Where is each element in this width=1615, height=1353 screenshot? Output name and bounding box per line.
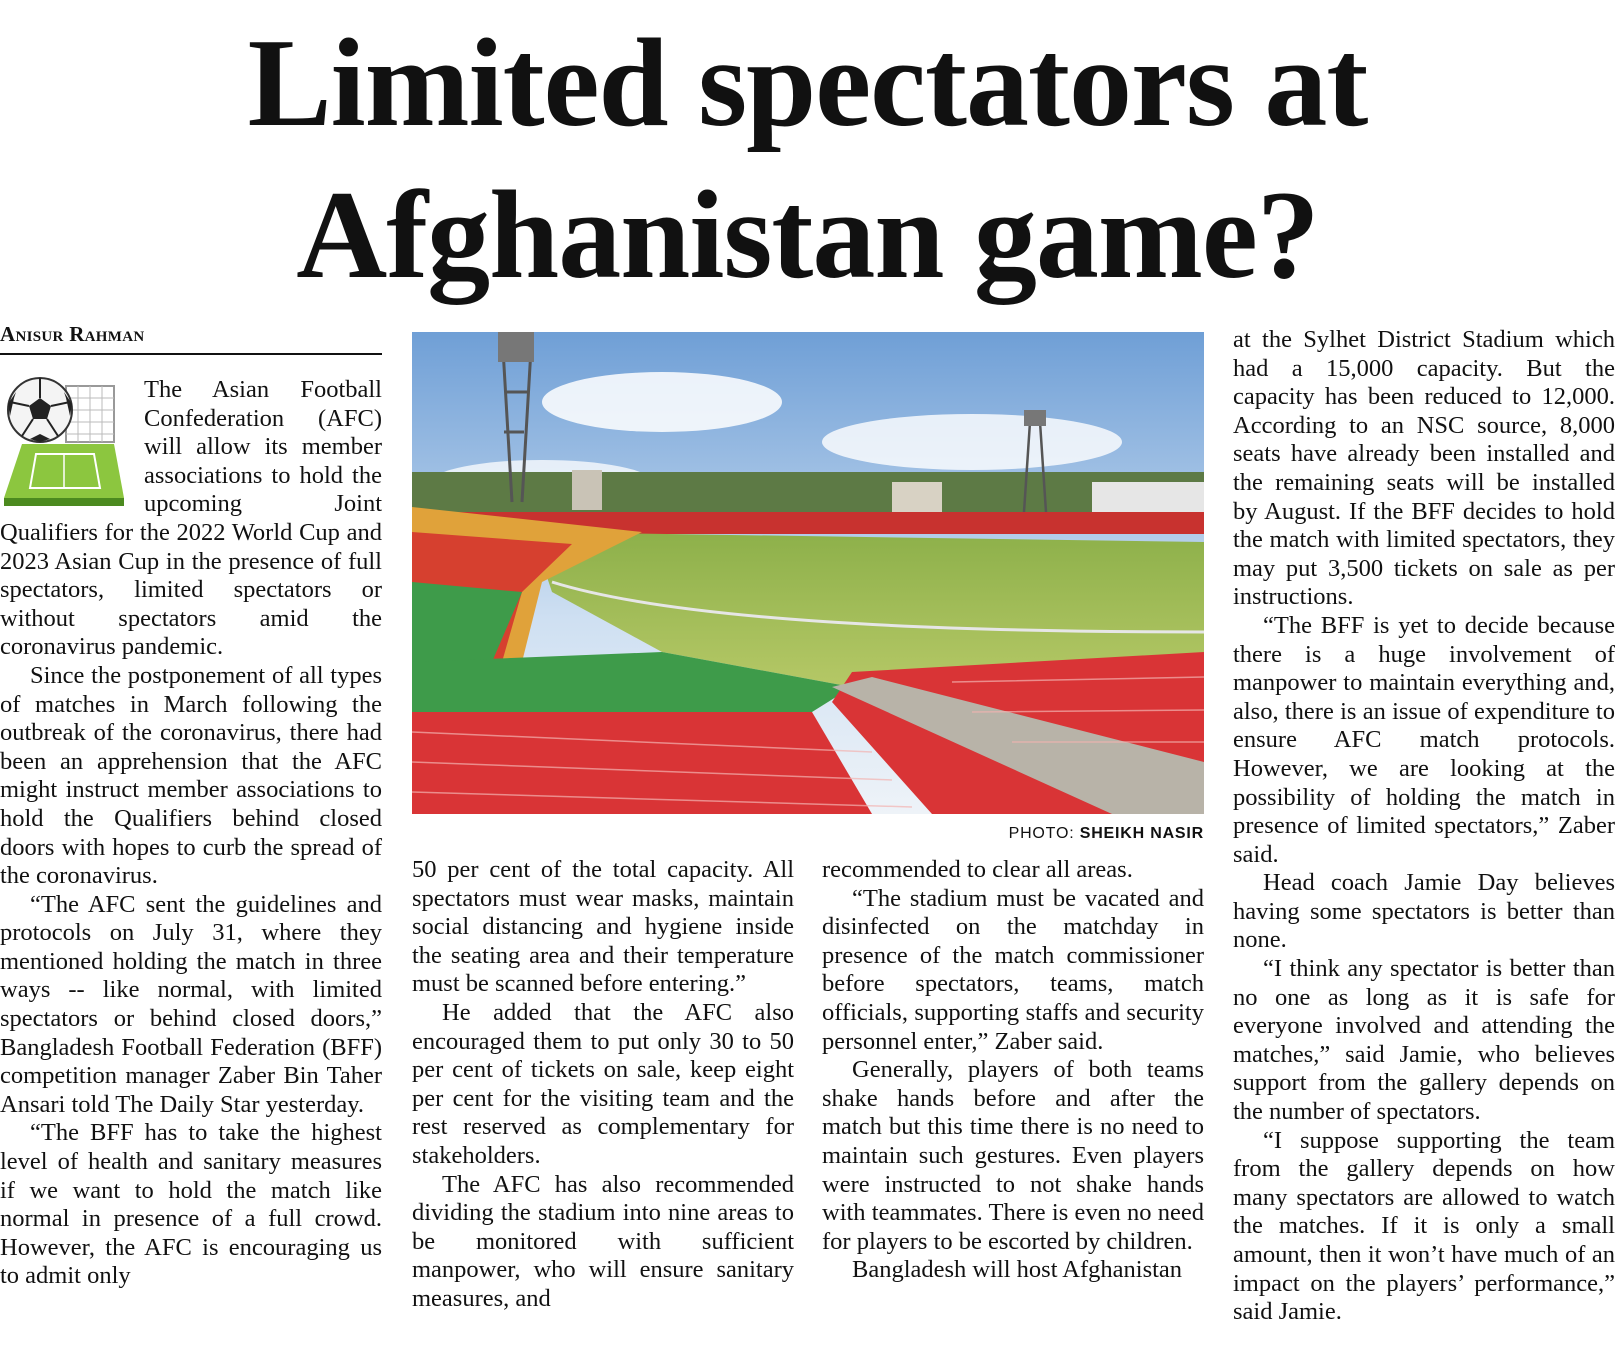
- paragraph: at the Sylhet District Stadium which had a 15,000 capacity. But the capacity has been reduced to 12,000. According to an NSC source, 8,000 seats have already been installed and the remaining seats will be installed by August. If the BFF decides to hold the match with limited spectators, they may put 3,500 tickets on sale as per instructions.: [1233, 326, 1615, 611]
- byline: Anisur Rahman: [0, 322, 382, 355]
- paragraph: The AFC has also recommended dividing the stadium into nine areas to be monitored with sufficient manpower, who will ensure sanitary measures, and: [412, 1170, 794, 1312]
- paragraph: Generally, players of both teams shake hands before and after the match but this time there is no need to maintain such gestures. Even players were instructed to not shake hands with teammates. There is even no need for players to be escorted by children.: [822, 1056, 1204, 1255]
- paragraph: The Asian Football Confederation (AFC) will allow its member associations to hold the upcoming Joint Qualifiers for the 2022 World Cup and 2023 Asian Cup in the presence of full spectators, limited spectators or without spectators amid the coronavirus pandemic.: [0, 376, 382, 661]
- stadium-photo: [412, 332, 1204, 814]
- paragraph: “The BFF has to take the highest level of health and sanitary measures if we want to hold the match like normal in presence of a full crowd. However, the AFC is encouraging us to admit only: [0, 1119, 382, 1290]
- paragraph: recommended to clear all areas.: [822, 856, 1133, 883]
- article-column-4: [1233, 326, 1615, 1327]
- photo-credit-name: SHEIKH NASIR: [1079, 825, 1204, 842]
- photo-credit: [412, 825, 1204, 843]
- football-on-pitch-icon: [0, 376, 132, 508]
- paragraph: He added that the AFC also encouraged them to put only 30 to 50 per cent of tickets on sale, keep eight per cent for the visiting team and the rest reserved as complementary for stakeholders.: [412, 998, 794, 1169]
- headline: [0, 8, 1615, 312]
- paragraph: “I think any spectator is better than no one as long as it is safe for everyone involved and attending the matches,” said Jamie, who believes support from the gallery depends on the number of spectators.: [1233, 955, 1615, 1126]
- paragraph: “I suppose supporting the team from the gallery depends on how many spectators are allowed to watch the matches. If it is only a small amount, then it won’t have much of an impact on the players’ performance,” said Jamie.: [1233, 1126, 1615, 1326]
- photo-credit-label: PHOTO:: [1008, 825, 1075, 842]
- paragraph: “The stadium must be vacated and disinfected on the matchday in presence of the match commissioner before spectators, teams, match officials, supporting staffs and security personnel enter,” Zaber said.: [822, 884, 1204, 1055]
- article-column-2: [412, 856, 794, 1314]
- paragraph: Since the postponement of all types of matches in March following the outbreak of the coronavirus, there had been an apprehension that the AFC might instruct member associations to hold the Qualifiers behind closed doors with hopes to curb the spread of the coronavirus.: [0, 661, 382, 890]
- article-column-3: [822, 856, 1204, 1285]
- paragraph: “The AFC sent the guidelines and protocols on July 31, where they mentioned holding the match in three ways -- like normal, with limited spectators or behind closed doors,” Bangladesh Football Federation (BFF) competition manager Zaber Bin Taher Ansari told The Daily Star yesterday.: [0, 890, 382, 1118]
- article-column-1: [0, 376, 382, 1291]
- paragraph: 50 per cent of the total capacity. All spectators must wear masks, maintain social distancing and hygiene inside the seating area and their temperature must be scanned before entering.”: [412, 856, 794, 998]
- paragraph: Head coach Jamie Day believes having some spectators is better than none.: [1233, 869, 1615, 954]
- headline-line-2: Afghanistan game?: [296, 166, 1319, 305]
- paragraph: Bangladesh will host Afghanistan: [852, 1256, 1183, 1284]
- headline-line-1: Limited spectators at: [247, 14, 1368, 153]
- paragraph: “The BFF is yet to decide because there is a huge involvement of manpower to maintain everything and, also, there is an issue of expenditure to ensure AFC match protocols. However, we are looking at the possibility of holding the match in presence of limited spectators,” Zaber said.: [1233, 611, 1615, 868]
